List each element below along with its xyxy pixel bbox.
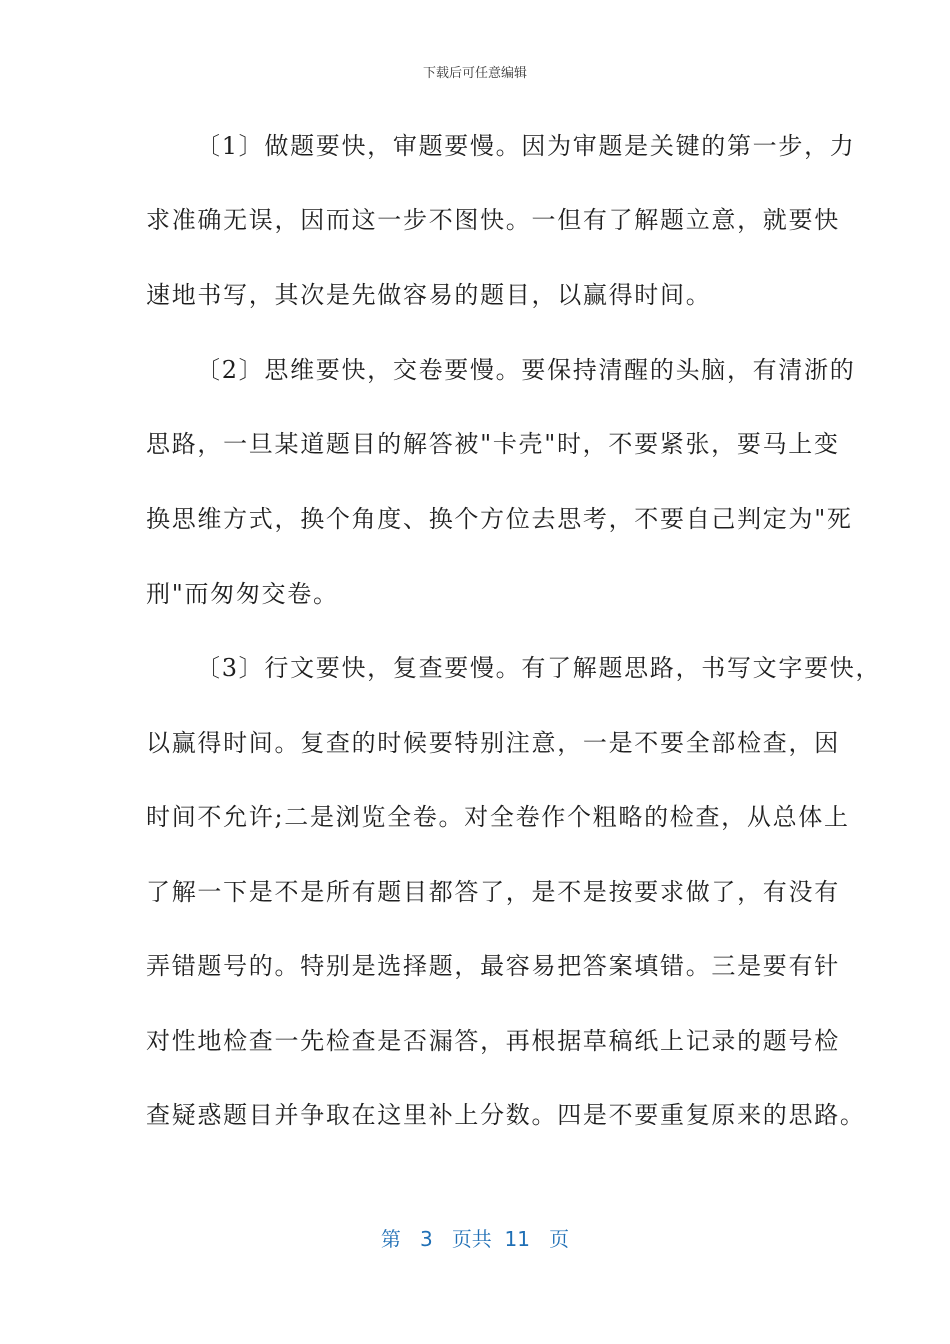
footer-suffix: 页 [549,1227,570,1251]
paragraph-3-line-7: 查疑惑题目并争取在这里补上分数。四是不要重复原来的思路。 [146,1101,866,1129]
footer-total-pages: 11 [504,1227,530,1251]
paragraph-1-line-3: 速地书写，其次是先做容易的题目，以赢得时间。 [146,281,712,309]
paragraph-2-line-4: 刑"而匆匆交卷。 [146,580,339,608]
paragraph-2-line-2: 思路，一旦某道题目的解答被"卡壳"时，不要紧张，要马上变 [146,430,840,458]
paragraph-1-line-2: 求准确无误，因而这一步不图快。一但有了解题立意，就要快 [146,206,840,234]
paragraph-3-line-4: 了解一下是不是所有题目都答了，是不是按要求做了，有没有 [146,878,840,906]
page-footer [0,1226,950,1252]
paragraph-3-line-3: 时间不允许;二是浏览全卷。对全卷作个粗略的检查，从总体上 [146,803,850,831]
footer-middle: 页共 [451,1227,492,1251]
paragraph-2-line-3: 换思维方式，换个角度、换个方位去思考，不要自己判定为"死 [146,505,853,533]
paragraph-2-line-1: 〔2〕思维要快，交卷要慢。要保持清醒的头脑，有清浙的 [196,356,856,384]
paragraph-3-line-2: 以赢得时间。复查的时候要特别注意，一是不要全部检查，因 [146,729,840,757]
footer-page-number: 3 [420,1227,433,1251]
paragraph-3-line-1: 〔3〕行文要快，复查要慢。有了解题思路，书写文字要快， [196,654,882,682]
paragraph-3-line-5: 弄错题号的。特别是选择题，最容易把答案填错。三是要有针 [146,952,840,980]
paragraph-3-line-6: 对性地检查一先检查是否漏答，再根据草稿纸上记录的题号检 [146,1027,840,1055]
footer-prefix: 第 [380,1227,401,1251]
page-header: 下载后可任意编辑 [422,66,527,81]
paragraph-1-line-1: 〔1〕做题要快，审题要慢。因为审题是关键的第一步，力 [196,132,856,160]
